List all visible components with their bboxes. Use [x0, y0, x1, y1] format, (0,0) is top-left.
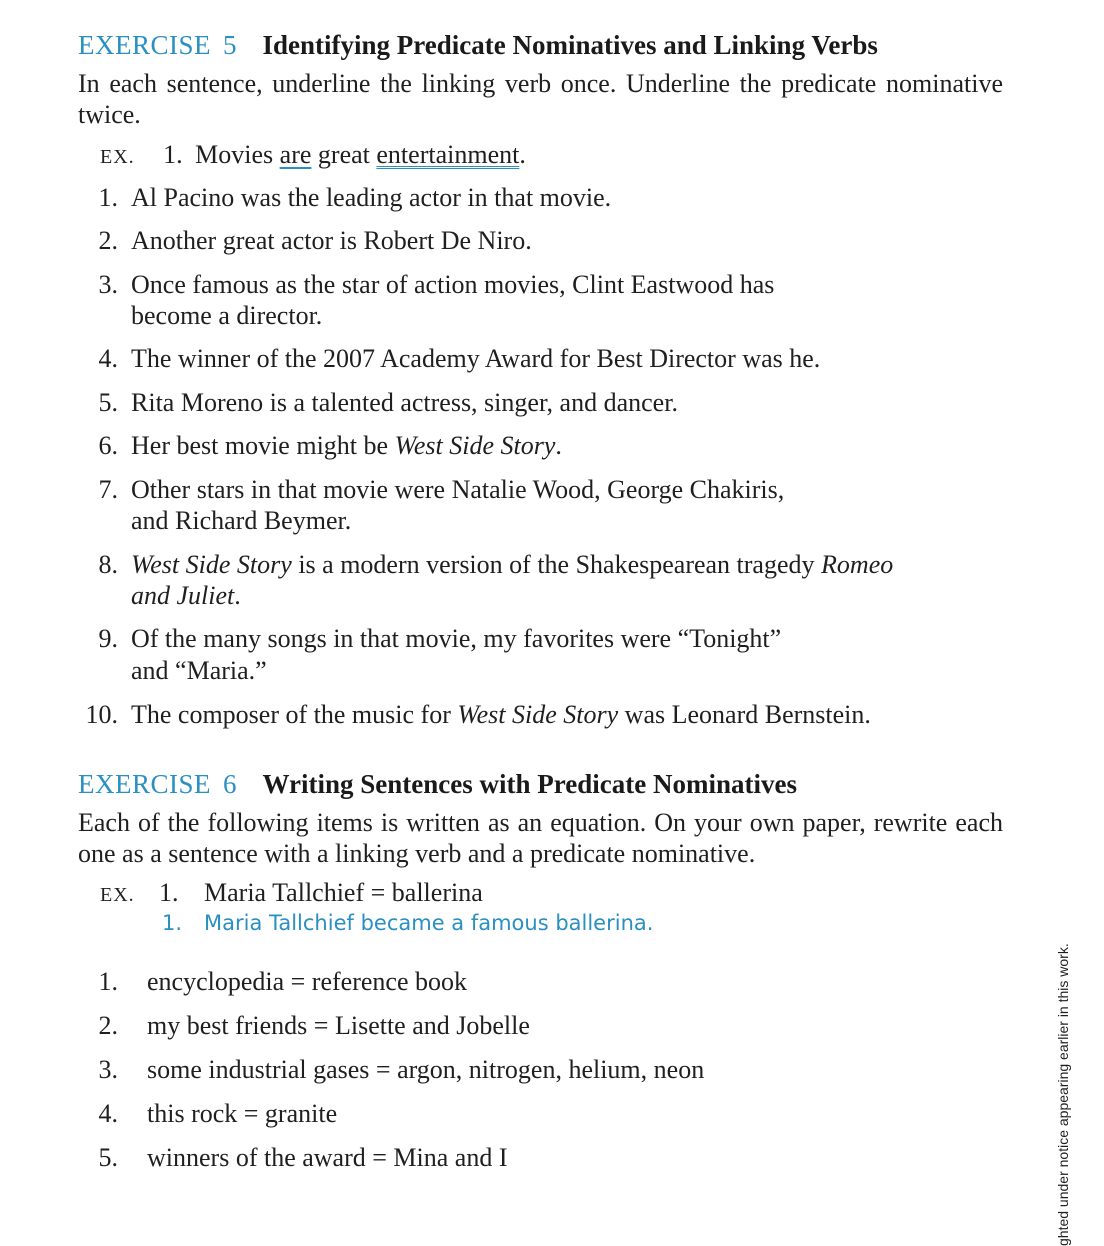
exercise-5-instructions: In each sentence, underline the linking verb once. Underline the predicate nominative twice.	[78, 69, 1003, 129]
item-text-continued: become a director.	[131, 301, 323, 330]
example-number: 1.	[163, 140, 183, 169]
item-number: 5.	[98, 388, 118, 417]
item-number: 3.	[98, 270, 118, 299]
item-text: Another great actor is Robert De Niro.	[131, 226, 532, 255]
item-title-italic: and Juliet	[131, 581, 235, 610]
exercise-label: EXERCISE	[78, 769, 212, 799]
predicate-nominative-underlined: entertainment	[376, 140, 520, 169]
example-label: EX.	[100, 146, 135, 168]
example-text-start: Movies	[195, 140, 280, 169]
item-title-italic: West Side Story	[131, 550, 292, 579]
item-text-part: was Leonard Bernstein.	[618, 700, 871, 729]
item-title-italic: West Side Story	[394, 431, 556, 460]
item-text-part: Her best movie might be	[131, 431, 395, 460]
exercise-label: EXERCISE	[78, 30, 212, 60]
item-text-part: is a modern version of the Shakespearean tragedy	[291, 550, 822, 579]
example-text-middle: great	[311, 140, 377, 169]
item-number: 4.	[98, 1099, 118, 1128]
example-equation: Maria Tallchief = ballerina	[204, 878, 483, 907]
example-answer-number: 1.	[162, 911, 183, 935]
item-number: 10.	[85, 700, 118, 729]
exercise-6-instructions: Each of the following items is written as an equation. On your own paper, rewrite each one as a sentence with a linking verb and a predicate nominative.	[78, 808, 1003, 868]
item-number: 4.	[98, 344, 118, 373]
item-number: 3.	[98, 1055, 118, 1084]
exercise-5-example	[100, 140, 526, 170]
item-text	[131, 700, 871, 730]
exercise-5-heading	[78, 30, 878, 61]
exercise-6-heading	[78, 769, 797, 800]
item-text: winners of the award = Mina and I	[147, 1143, 508, 1172]
item-number: 2.	[98, 1011, 118, 1040]
item-number: 2.	[98, 226, 118, 255]
item-number: 6.	[98, 431, 118, 460]
item-text-continued: and “Maria.”	[131, 656, 267, 685]
example-answer-text: Maria Tallchief became a famous ballerina.	[204, 911, 654, 935]
item-text: Of the many songs in that movie, my favorites were “Tonight”	[131, 624, 782, 653]
item-text-continued	[131, 581, 241, 611]
example-label: EX.	[100, 884, 135, 906]
example-text-end: .	[519, 140, 526, 169]
item-text: this rock = granite	[147, 1099, 338, 1128]
exercise-title: Writing Sentences with Predicate Nominatives	[262, 769, 797, 799]
item-number: 9.	[98, 624, 118, 653]
item-text: some industrial gases = argon, nitrogen, helium, neon	[147, 1055, 705, 1084]
item-text: The winner of the 2007 Academy Award for Best Director was he.	[131, 344, 821, 373]
item-text: Once famous as the star of action movies, Clint Eastwood has	[131, 270, 775, 299]
exercise-number: 6	[223, 769, 237, 799]
item-text-part: .	[555, 431, 562, 460]
item-title-italic: West Side Story	[457, 700, 619, 729]
item-text	[131, 431, 562, 461]
item-text: Rita Moreno is a talented actress, singer, and dancer.	[131, 388, 678, 417]
item-text: encyclopedia = reference book	[147, 967, 467, 996]
item-number: 8.	[98, 550, 118, 579]
item-text: Other stars in that movie were Natalie Wood, George Chakiris,	[131, 475, 785, 504]
example-number: 1.	[159, 878, 179, 907]
item-text-part: .	[234, 581, 241, 610]
item-text-continued: and Richard Beymer.	[131, 506, 352, 535]
item-text-part: The composer of the music for	[131, 700, 458, 729]
item-number: 1.	[98, 183, 118, 212]
item-number: 5.	[98, 1143, 118, 1172]
item-number: 1.	[98, 967, 118, 996]
copyright-side-notice: ghted under notice appearing earlier in this work.	[1055, 943, 1071, 1246]
exercise-number: 5	[223, 30, 237, 60]
item-text: my best friends = Lisette and Jobelle	[147, 1011, 530, 1040]
exercise-title: Identifying Predicate Nominatives and Linking Verbs	[262, 30, 878, 60]
item-title-italic: Romeo	[821, 550, 894, 579]
item-text: Al Pacino was the leading actor in that movie.	[131, 183, 612, 212]
linking-verb-underlined: are	[279, 140, 312, 169]
item-text	[131, 550, 893, 580]
exercise-6-example	[100, 878, 135, 908]
item-number: 7.	[98, 475, 118, 504]
